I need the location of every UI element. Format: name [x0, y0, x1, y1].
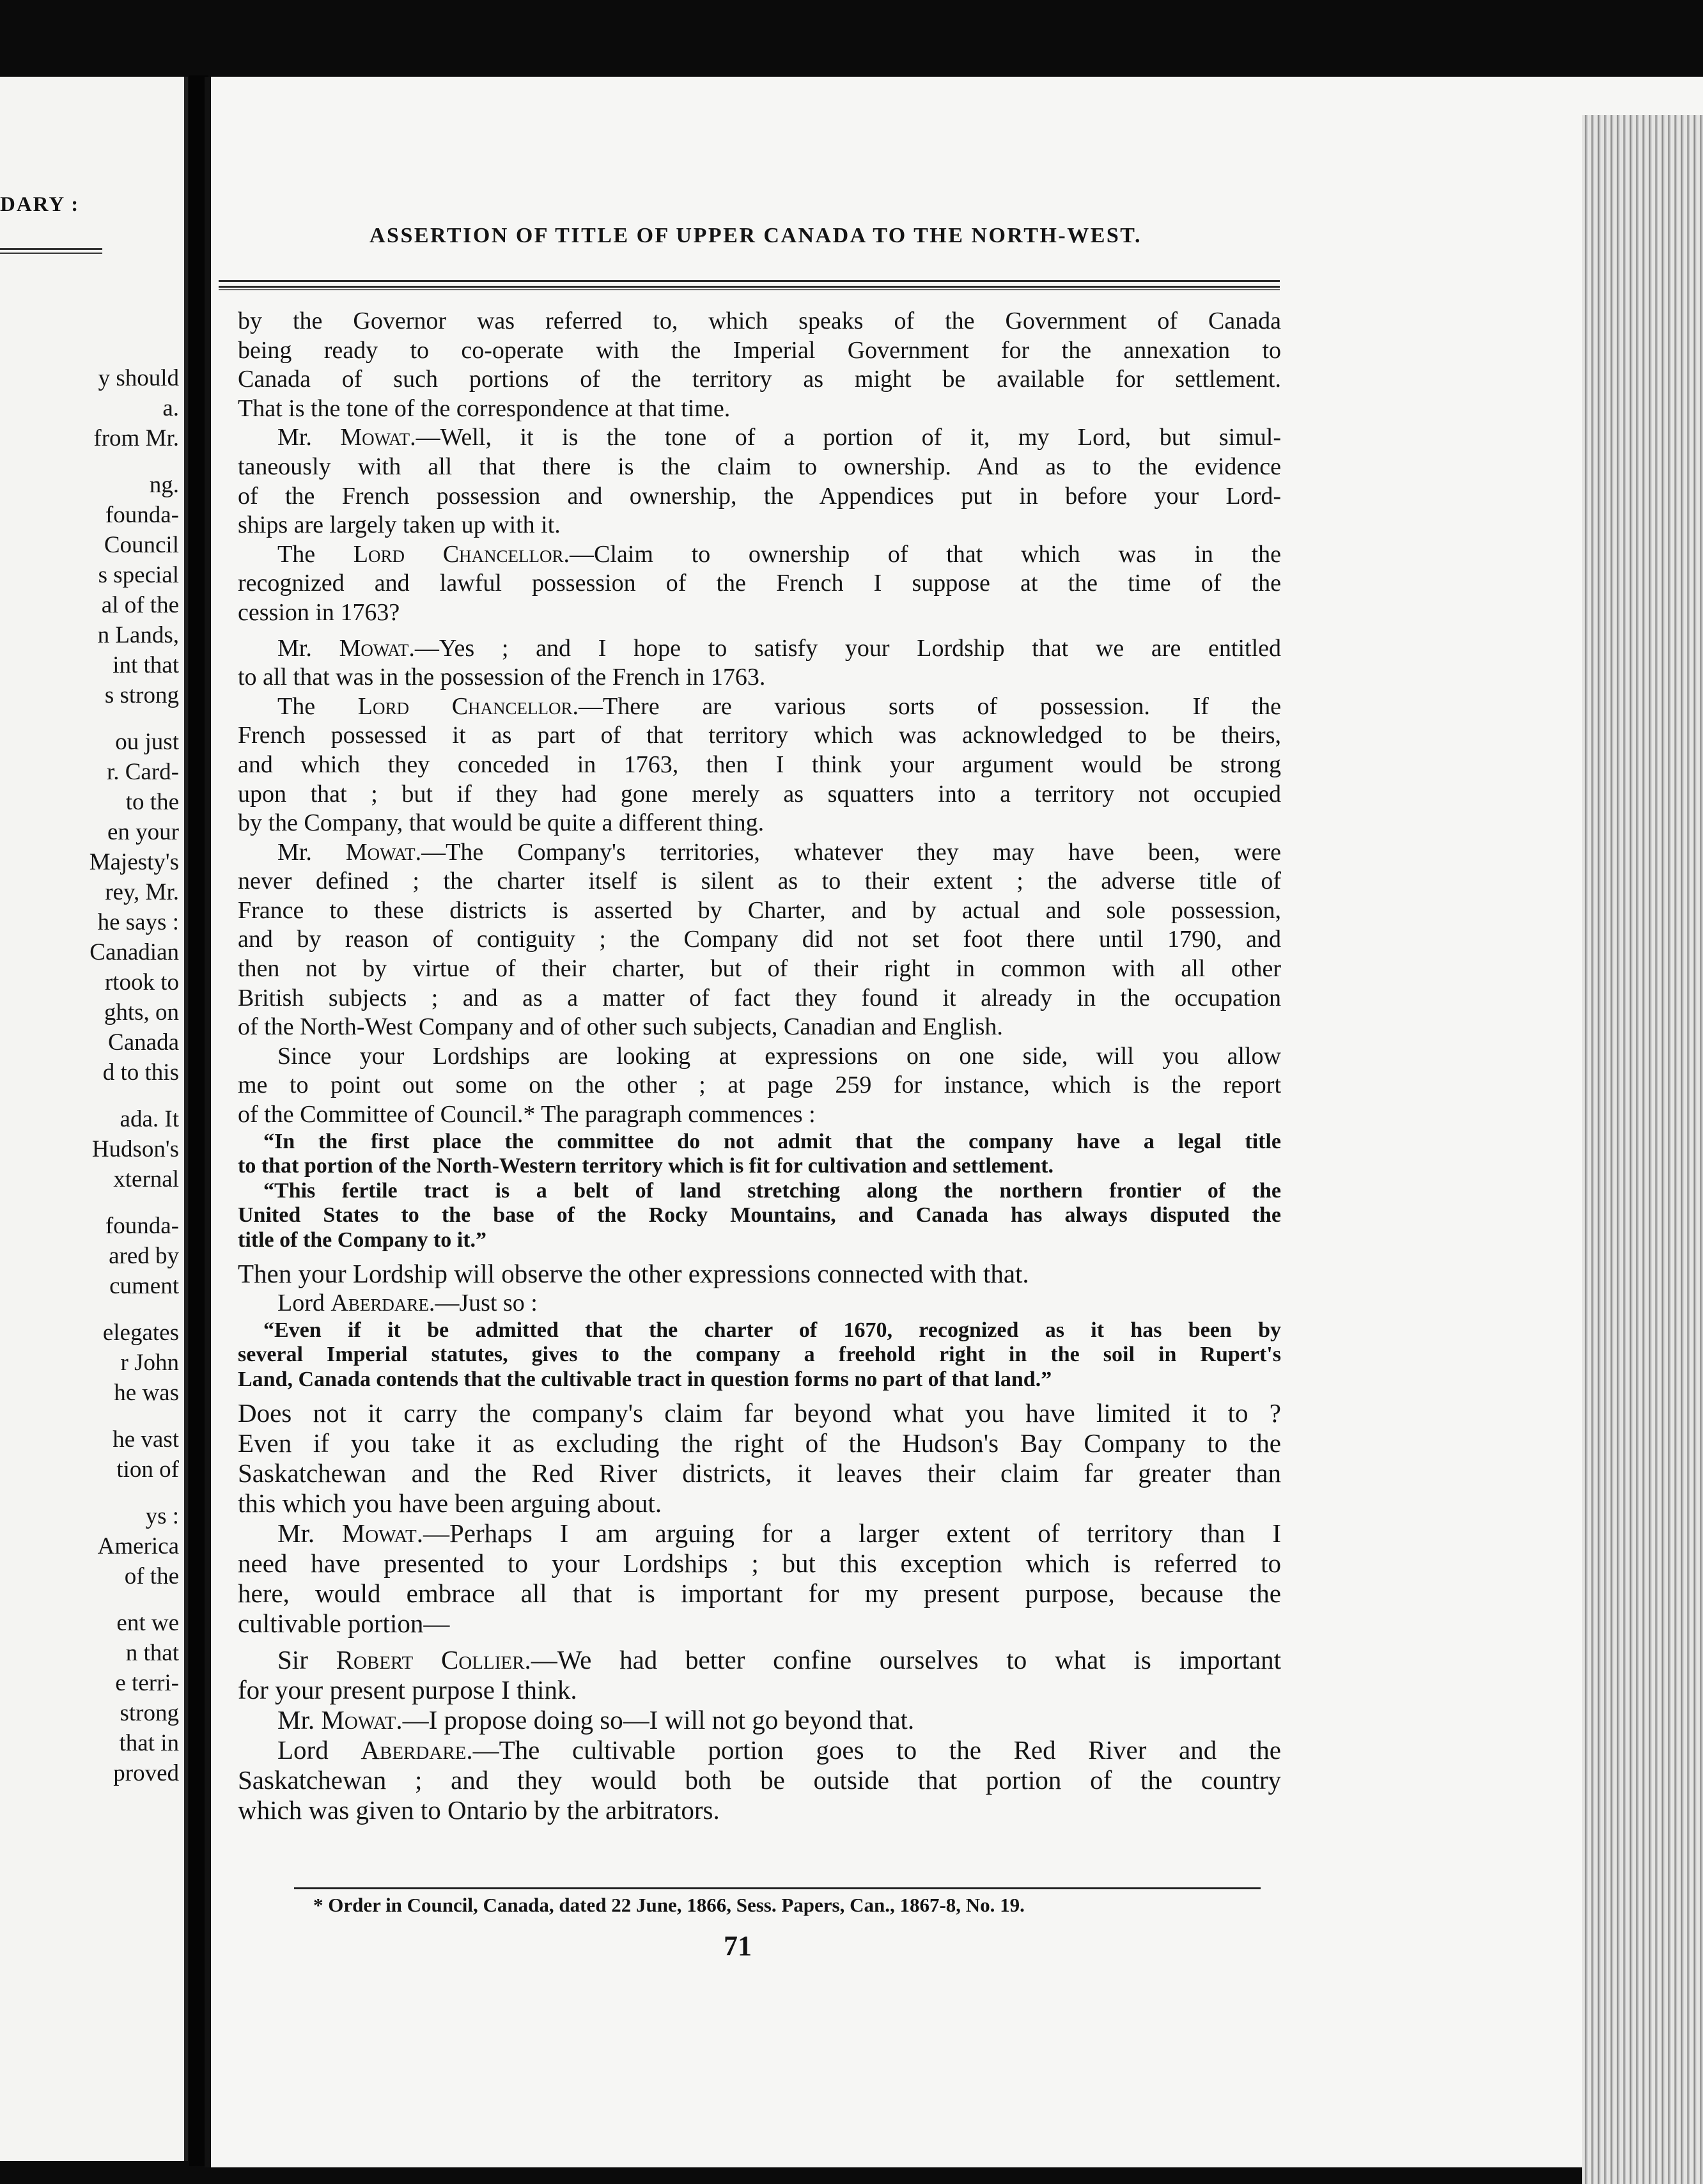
text-line: being ready to co-operate with the Imperial Government for the annexation to — [238, 336, 1281, 364]
text-line: to all that was in the possession of the French in 1763. — [238, 664, 766, 691]
left-line: Majesty's — [89, 849, 179, 875]
paragraph-13: Mr. Mowat.—I propose doing so—I will not go beyond that. — [277, 1705, 915, 1735]
left-line: he vast — [113, 1426, 179, 1453]
quote-2 — [238, 1179, 1281, 1253]
left-line: ada. It — [120, 1106, 179, 1132]
left-line: a. — [162, 395, 179, 421]
left-line: elegates — [102, 1320, 179, 1346]
left-line: ou just — [115, 729, 179, 755]
text-line: Since your Lordships are looking at expressions on one side, will you allow — [277, 1042, 1281, 1070]
speaker-name: Mowat. — [339, 634, 415, 662]
page-number: 71 — [724, 1930, 752, 1962]
page-edges — [1582, 115, 1703, 2184]
text-line: French possessed it as part of that territory which was acknowledged to be theirs, — [238, 722, 1281, 749]
speaker-prefix: Mr. — [277, 424, 341, 451]
text-line: Even if you take it as excluding the right of the Hudson's Bay Company to the — [238, 1428, 1281, 1458]
left-line: of the — [124, 1563, 179, 1589]
paragraph-3 — [238, 540, 1281, 628]
quote-line: “This fertile tract is a belt of land stretching along the northern frontier of the — [263, 1178, 1281, 1203]
left-line: y should — [98, 365, 179, 391]
quote-line: United States to the base of the Rocky Mountains, and Canada has always disputed the — [238, 1203, 1281, 1228]
text-line: British subjects ; and as a matter of fact they found it already in the occupation — [238, 984, 1281, 1011]
left-line: founda- — [105, 1213, 179, 1239]
speaker-name: Lord Chancellor. — [357, 692, 579, 720]
speaker-name: Mowat. — [341, 1518, 423, 1548]
text-line: upon that ; but if they had gone merely as squatters into a territory not occupied — [238, 780, 1281, 807]
text-line: of the Committee of Council.* The paragraph commences : — [238, 1101, 816, 1128]
text-line: then not by virtue of their charter, but of their right in common with all other — [238, 955, 1281, 983]
text-line: which was given to Ontario by the arbitrators. — [238, 1795, 720, 1825]
left-line: cument — [109, 1273, 179, 1299]
text-line: recognized and lawful possession of the French I suppose at the time of the — [238, 570, 1281, 597]
text-line: Mr. Mowat.—Perhaps I am arguing for a larger extent of territory than I — [277, 1518, 1281, 1548]
speaker-name: Aberdare. — [361, 1735, 473, 1765]
quote-line: title of the Company to it.” — [238, 1228, 487, 1252]
text-line: Canada of such portions of the territory as might be available for settlement. — [238, 366, 1281, 393]
running-head: ASSERTION OF TITLE OF UPPER CANADA TO THE NORTH-WEST. — [369, 224, 1142, 247]
left-line: that in — [119, 1730, 179, 1756]
speaker-name: Robert Collier. — [336, 1645, 531, 1675]
text-line: Sir Robert Collier.—We had better confine ourselves to what is important — [277, 1645, 1281, 1675]
left-line: rtook to — [104, 969, 179, 995]
speaker-name: Aberdare. — [330, 1290, 435, 1317]
left-line: int that — [113, 652, 179, 678]
paragraph-10 — [238, 1398, 1281, 1518]
text-line: taneously with all that there is the claim to ownership. And as to the evidence — [238, 453, 1281, 480]
left-line: strong — [120, 1700, 179, 1726]
left-line: America — [97, 1533, 179, 1559]
text-line: this which you have been arguing about. — [238, 1488, 662, 1518]
text-line: of the North-West Company and of other such subjects, Canadian and English. — [238, 1013, 1003, 1041]
left-line: n Lands, — [97, 622, 179, 648]
text-line: for your present purpose I think. — [238, 1675, 577, 1705]
paragraph-8: Then your Lordship will observe the other expressions connected with that. — [238, 1259, 1029, 1289]
body-text — [238, 307, 1281, 1825]
text-line: France to these districts is asserted by Charter, and by actual and sole possession, — [238, 896, 1281, 924]
quote-line: “Even if it be admitted that the charter of 1670, recognized as it has been by — [263, 1318, 1281, 1342]
head-rule-thin — [219, 289, 1280, 290]
speaker-name: Mowat. — [321, 1705, 403, 1735]
left-line: e terri- — [115, 1670, 179, 1696]
left-line: ys : — [145, 1503, 179, 1529]
text-line: and by reason of contiguity ; the Company did not set foot there until 1790, and — [238, 926, 1281, 953]
left-line: proved — [113, 1760, 179, 1786]
paragraph-9: Lord Aberdare.—Just so : — [277, 1290, 538, 1317]
left-line: he was — [114, 1380, 179, 1406]
left-line: Hudson's — [91, 1136, 179, 1162]
speaker-name: Lord Chancellor. — [353, 540, 570, 568]
quote-line: several Imperial statutes, gives to the company a freehold right in the soil in Rupert's — [238, 1343, 1281, 1367]
footnote-rule — [294, 1887, 1261, 1889]
left-line: s strong — [104, 682, 179, 708]
left-line: ent we — [116, 1610, 179, 1636]
speaker-name: Mowat. — [345, 838, 422, 866]
quote-line: “In the first place the committee do not admit that the company have a legal title — [263, 1129, 1281, 1153]
text-line: cession in 1763? — [238, 598, 400, 626]
quote-1 — [238, 1130, 1281, 1179]
left-line: tion of — [116, 1456, 179, 1483]
paragraph-1 — [238, 307, 1281, 423]
text-line: here, would embrace all that is important for my present purpose, because the — [238, 1579, 1281, 1609]
text-line: need have presented to your Lordships ; but this exception which is referred to — [238, 1548, 1281, 1579]
left-line: r John — [120, 1350, 179, 1376]
left-line: Canada — [108, 1029, 179, 1056]
left-line: en your — [107, 819, 179, 845]
left-line: d to this — [102, 1059, 179, 1086]
left-line: n that — [125, 1640, 179, 1666]
paragraph-7 — [238, 1042, 1281, 1130]
paragraph-4 — [238, 634, 1281, 692]
text-line: Saskatchewan and the Red River districts, it leaves their claim far greater than — [238, 1458, 1281, 1488]
paragraph-14 — [238, 1735, 1281, 1825]
left-line: Council — [104, 532, 179, 558]
paragraph-6 — [238, 838, 1281, 1042]
text-line: by the Company, that would be quite a different thing. — [238, 809, 765, 837]
paragraph-12 — [238, 1645, 1281, 1705]
left-page-header: DARY : — [0, 193, 80, 216]
text-line: Does not it carry the company's claim far beyond what you have limited it to ? — [238, 1398, 1281, 1428]
text-line: The Lord Chancellor.—Claim to ownership of that which was in the — [277, 540, 1281, 568]
head-rule — [219, 280, 1280, 288]
text-line: me to point out some on the other ; at page 259 for instance, which is the report — [238, 1072, 1281, 1099]
text-line: The Lord Chancellor.—There are various sorts of possession. If the — [277, 692, 1281, 720]
text-line: never defined ; the charter itself is silent as to their extent ; the adverse title of — [238, 868, 1281, 895]
footnote: * Order in Council, Canada, dated 22 June, 1866, Sess. Papers, Can., 1867-8, No. 19. — [313, 1894, 1025, 1916]
quote-line: to that portion of the North-Western territory which is fit for cultivation and settlement. — [238, 1154, 1054, 1178]
left-line: founda- — [105, 502, 179, 528]
text-line: Lord Aberdare.—The cultivable portion goes to the Red River and the — [277, 1735, 1281, 1765]
left-line: he says : — [97, 909, 179, 935]
paragraph-2 — [238, 423, 1281, 540]
quote-line: Land, Canada contends that the cultivable tract in question forms no part of that land.” — [238, 1367, 1052, 1391]
speaker-name: Mowat. — [340, 424, 416, 451]
left-line: to the — [125, 789, 179, 815]
text-line: and which they conceded in 1763, then I think your argument would be strong — [238, 751, 1281, 778]
text-line: by the Governor was referred to, which speaks of the Government of Canada — [238, 308, 1281, 334]
text-line: of the French possession and ownership, the Appendices put in before your Lord- — [238, 482, 1281, 510]
left-header-rule — [0, 248, 102, 254]
text-line: That is the tone of the correspondence at that time. — [238, 394, 731, 422]
text-line: Saskatchewan ; and they would both be outside that portion of the country — [238, 1765, 1281, 1795]
text-line: Mr. Mowat.—Yes ; and I hope to satisfy your Lordship that we are entitled — [277, 634, 1281, 662]
text-line: cultivable portion— — [238, 1609, 450, 1639]
left-line: ghts, on — [104, 999, 179, 1026]
text-line: ships are largely taken up with it. — [238, 511, 561, 539]
left-line: rey, Mr. — [105, 879, 179, 905]
left-line: s special — [98, 562, 179, 588]
text-line: Mr. Mowat.—Well, it is the tone of a portion of it, my Lord, but simul- — [277, 424, 1281, 451]
quote-3 — [238, 1318, 1281, 1392]
text-line: Mr. Mowat.—The Company's territories, whatever they may have been, were — [277, 838, 1281, 866]
left-line: Canadian — [89, 939, 179, 965]
left-page — [0, 77, 188, 2161]
left-line: al of the — [101, 592, 179, 618]
left-line: ared by — [109, 1243, 179, 1269]
left-line: r. Card- — [106, 759, 179, 785]
paragraph-5 — [238, 692, 1281, 838]
left-line: from Mr. — [93, 425, 179, 451]
left-line: xternal — [113, 1166, 179, 1192]
paragraph-11 — [238, 1518, 1281, 1639]
left-line: ng. — [149, 472, 179, 498]
